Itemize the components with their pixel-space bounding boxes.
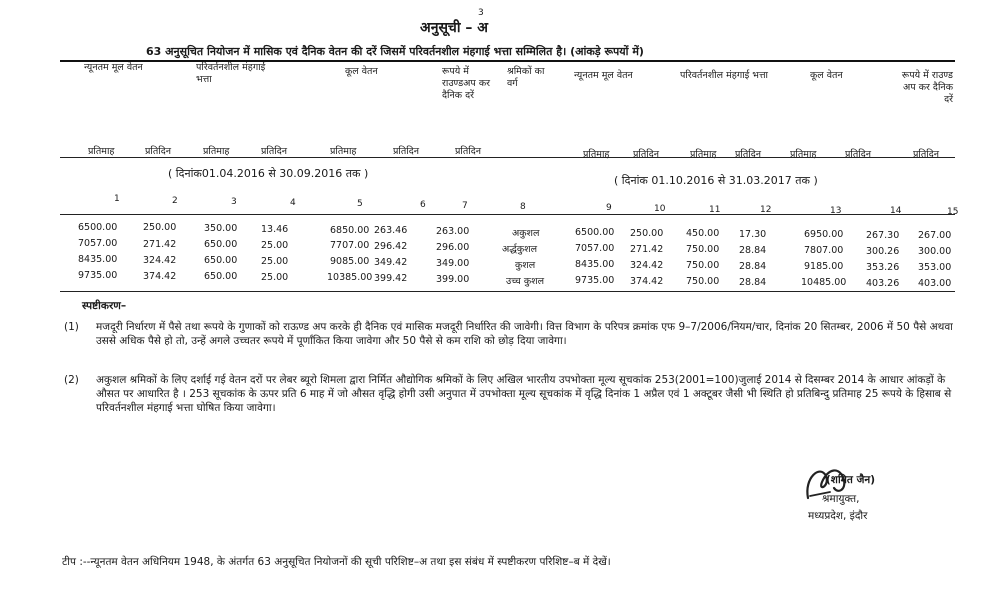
table-cell: 300.26 [866,246,900,257]
table-cell: अकुशल [512,228,540,239]
table-cell: 350.00 [204,223,238,234]
table-cell: 10385.00 [327,272,373,283]
table-cell: 324.42 [143,255,177,266]
table-cell: 9735.00 [575,275,615,286]
sub-month: प्रतिमाह [88,146,115,157]
table-cell: 9735.00 [78,270,118,281]
sub-day: प्रतिदिन [261,146,288,157]
explanation-number-2: (2) [64,374,79,386]
table-cell: 296.42 [374,241,408,252]
table-cell: 374.42 [143,271,177,282]
table-cell: 28.84 [739,277,767,288]
explanation-text-2: अकुशल श्रमिकों के लिए दर्शाई गई वेतन दरों पर लेबर ब्यूरो शिमला द्वारा निर्मित औद्योगिक श्रमिकों के लिए अखिल भारतीय उपभोक्ता मूल्य सूचकांक 253(2001=100)जुलाई 2014 से दिसम्बर 2014 के आधार आंकड़ों के औसत पर आधारित है । 253 सूचकांक के ऊपर प्रति 6 माह में जो औसत वृद्धि होगी उसी अनुपात में उपभोक्ता मूल्य सूचकांक में वृद्धि दिनांक 1 अप्रैल एवं 1 अक्टूबर जैसी भी स्थिति हो प्रतिबिन्दु प्रतिमाह 25 रूपये के हिसाब से परिवर्तनशील मंहगाई भत्ता घोषित किया जावेगा। [96,374,952,414]
table-cell: 750.00 [686,244,720,255]
explanation-heading: स्पष्टीकरण– [82,300,127,312]
col-number: 15 [947,207,959,217]
col-number: 9 [606,203,612,213]
table-cell: 750.00 [686,276,720,287]
subheader-rule [60,157,955,158]
table-cell: 650.00 [204,239,238,250]
table-cell: 6950.00 [804,229,844,240]
table-cell: 324.42 [630,260,664,271]
header-roundup: रूपये में राउण्डअप कर दैनिक दरें [442,66,491,101]
table-cell: 349.00 [436,258,470,269]
table-cell: 17.30 [739,229,767,240]
table-cell: 8435.00 [78,254,118,265]
table-bottom-rule [60,291,955,292]
table-cell: 267.00 [918,230,952,241]
header-roundup-2: रूपये में राउण्ड अप कर दैनिक दरें [901,70,953,105]
table-cell: 9085.00 [330,256,370,267]
sub-month: प्रतिमाह [583,149,610,160]
col-number: 5 [357,199,363,209]
table-cell: 25.00 [261,256,289,267]
table-cell: 28.84 [739,261,767,272]
sub-month: प्रतिमाह [203,146,230,157]
col-number: 8 [520,202,526,212]
table-cell: 650.00 [204,255,238,266]
table-cell: 399.00 [436,274,470,285]
page-number: 3 [478,8,484,18]
table-cell: कुशल [515,260,536,271]
col-number: 1 [114,194,120,204]
table-cell: 8435.00 [575,259,615,270]
sub-day: प्रतिदिन [913,149,940,160]
signatory-name: (शमित जैन) [826,474,875,486]
period-1: ( दिनांक01.04.2016 से 30.09.2016 तक ) [168,167,369,180]
header-total-2: कूल वेतन [810,70,843,81]
table-cell: 6500.00 [78,222,118,233]
col-number: 4 [290,198,296,208]
schedule-title: अनुसूची – अ [420,20,488,36]
header-category: श्रमिकों का वर्ग [507,66,545,89]
header-min-basic: न्यूनतम मूल वेतन [84,62,143,73]
table-cell: 13.46 [261,224,289,235]
table-cell: अर्द्धकुशल [502,244,538,255]
header-min-basic-2: न्यूनतम मूल वेतन [574,70,633,81]
schedule-subtitle: 63 अनुसूचित नियोजन में मासिक एवं दैनिक वेतन की दरें जिसमें परिवर्तनशील मंहगाई भत्ता सम्मिलित है। (आंकड़े रूपयों में) [146,45,644,58]
table-cell: 399.42 [374,273,408,284]
table-cell: 403.26 [866,278,900,289]
top-rule [60,60,955,62]
table-cell: 263.46 [374,225,408,236]
header-total: कूल वेतन [345,66,378,77]
sub-month: प्रतिमाह [790,149,817,160]
table-cell: 25.00 [261,272,289,283]
sub-month: प्रतिमाह [330,146,357,157]
table-cell: 7057.00 [575,243,615,254]
sub-day: प्रतिदिन [145,146,172,157]
col-number: 14 [890,206,902,216]
table-cell: 296.00 [436,242,470,253]
sub-day: प्रतिदिन [455,146,482,157]
table-cell: 750.00 [686,260,720,271]
signatory-place: मध्यप्रदेश, इंदौर [808,510,868,522]
period-2: ( दिनांक 01.10.2016 से 31.03.2017 तक ) [614,174,818,187]
col-number: 6 [420,200,426,210]
table-cell: 9185.00 [804,261,844,272]
table-cell: 353.00 [918,262,952,273]
col-number: 13 [830,206,842,216]
table-cell: 250.00 [630,228,664,239]
footer-note: टीप :--न्यूनतम वेतन अधिनियम 1948, के अंतर्गत 63 अनुसूचित नियोजनों की सूची परिशिष्ट–अ तथा इस संबंध में स्पष्टीकरण परिशिष्ट–ब में देखें। [62,556,611,568]
col-number: 11 [709,205,721,215]
table-cell: 28.84 [739,245,767,256]
sub-month: प्रतिमाह [690,149,717,160]
explanation-text-1: मजदूरी निर्धारण में पैसे तथा रूपये के गुणाकों को राऊण्ड अप करके ही दैनिक एवं मासिक मजदूरी निर्धारित की जावेगी। वित्त विभाग के परिपत्र क्रमांक एफ 9–7/2006/नियम/चार, दिनांक 20 सितम्बर, 2006 में 50 पैसे अथवा उससे अधिक पैसे हो तो, उन्हें अगले उच्चतर रूपये में पूर्णांकित किया जावेगा और 50 पैसे से कम राशि को छोड़ दिया जावेगा। [96,321,953,347]
table-cell: 349.42 [374,257,408,268]
table-cell: 25.00 [261,240,289,251]
table-cell: 6500.00 [575,227,615,238]
table-cell: 250.00 [143,222,177,233]
table-cell: 650.00 [204,271,238,282]
col-number: 3 [231,197,237,207]
table-cell: उच्च कुशल [506,276,545,287]
table-cell: 7807.00 [804,245,844,256]
table-cell: 7057.00 [78,238,118,249]
col-number: 7 [462,201,468,211]
table-cell: 271.42 [630,244,664,255]
table-cell: 374.42 [630,276,664,287]
table-cell: 271.42 [143,239,177,250]
explanation-number-1: (1) [64,321,79,333]
signatory-designation: श्रमायुक्त, [822,493,860,505]
table-cell: 450.00 [686,228,720,239]
sub-day: प्रतिदिन [393,146,420,157]
col-number: 2 [172,196,178,206]
table-cell: 6850.00 [330,225,370,236]
col-number: 12 [760,205,772,215]
col-number: 10 [654,204,666,214]
table-cell: 10485.00 [801,277,847,288]
table-cell: 7707.00 [330,240,370,251]
table-cell: 267.30 [866,230,900,241]
table-cell: 353.26 [866,262,900,273]
table-cell: 263.00 [436,226,470,237]
header-vda-2: परिवर्तनशील मंहगाई भत्ता [680,70,769,81]
sub-day: प्रतिदिन [735,149,762,160]
data-top-rule [60,214,955,215]
sub-day: प्रतिदिन [633,149,660,160]
sub-day: प्रतिदिन [845,149,872,160]
table-cell: 403.00 [918,278,952,289]
table-cell: 300.00 [918,246,952,257]
header-vda: परिवर्तनशील मंहगाई भत्ता [196,62,266,85]
